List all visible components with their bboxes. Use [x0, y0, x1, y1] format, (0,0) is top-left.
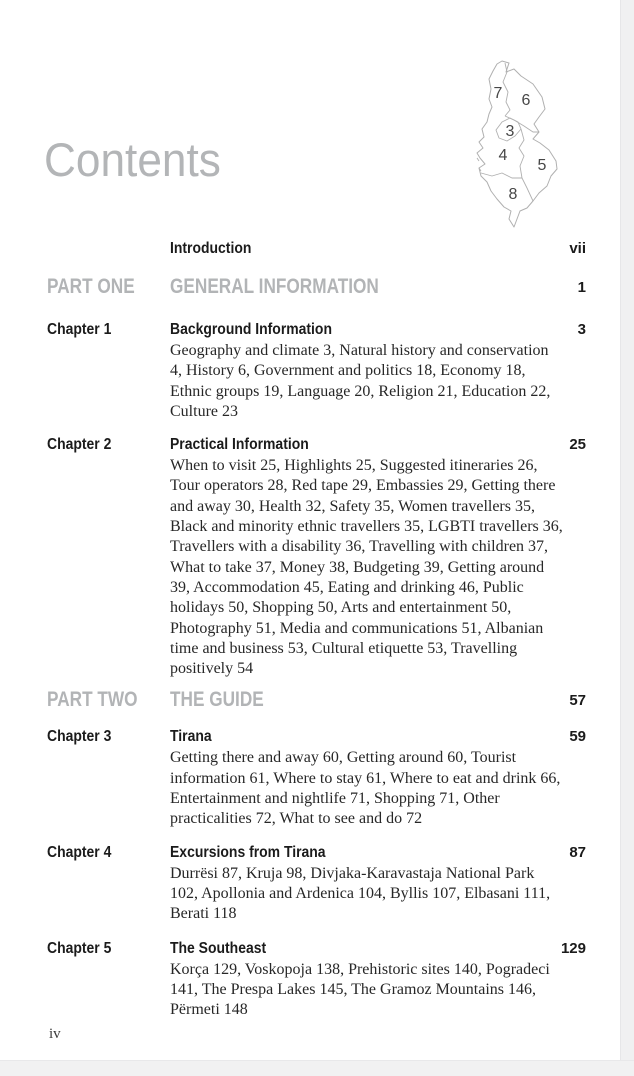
chapter-description: Getting there and away 60, Getting around 60, Tourist information 61, Where to stay 61, Where to eat and drink 66, Entertainment and nightlife 71, Shopping 71, Other practicalities 72, What to see and do 72 [170, 749, 561, 828]
part-title: THE GUIDE [170, 688, 264, 712]
chapter-description: Durrësi 87, Kruja 98, Divjaka-Karavastaja National Park 102, Apollonia and Ardenica 104, Byllis 107, Elbasani 111, Berati 118 [170, 864, 551, 923]
chapter-description: Korça 129, Voskopoja 138, Prehistoric sites 140, Pogradeci 141, The Prespa Lakes 145, The Gramoz Mountains 146, Përmeti 148 [170, 960, 550, 1019]
region-label-5: 5 [537, 157, 547, 174]
chapter-title: Practical Information [170, 436, 309, 454]
chapter-page-number: 59 [569, 728, 586, 746]
chapter-title: Excursions from Tirana [170, 843, 326, 861]
chapter-page-number: 3 [577, 321, 586, 338]
folio-page-number: iv [49, 1026, 61, 1042]
region-label-3: 3 [505, 123, 515, 140]
part-label: PART ONE [47, 275, 135, 298]
region-label-4: 4 [498, 147, 508, 164]
page-title: Contents [44, 133, 221, 186]
region-label-7: 7 [493, 85, 503, 102]
chapter-page-number: 25 [569, 436, 586, 454]
chapter-label: Chapter 3 [47, 728, 112, 746]
toc-chapter-1-row [47, 321, 586, 422]
region-label-6: 6 [521, 92, 531, 109]
chapter-description: Geography and climate 3, Natural history and conservation 4, History 6, Government and politics 18, Economy 18, Ethnic groups 19, Language 20, Religion 21, Education 22, Culture 23 [170, 342, 551, 420]
part-title: GENERAL INFORMATION [170, 275, 379, 298]
page-edge-bottom [0, 1060, 634, 1076]
toc-chapter-2-row [47, 436, 586, 679]
chapter-page-number: 87 [569, 843, 586, 861]
chapter-label: Chapter 4 [47, 843, 112, 861]
table-of-contents [47, 240, 586, 1020]
part-page-number: 1 [577, 279, 586, 296]
region-label-8: 8 [508, 186, 518, 203]
entry-title: Introduction [170, 240, 252, 257]
chapter-description: When to visit 25, Highlights 25, Suggested itineraries 26, Tour operators 28, Red tape 29, Embassies 29, Getting there and away 30, Health 32, Safety 35, Women travellers 35, Black and minority ethnic travellers 35, LGBTI travellers 36, Travellers with a disability 36, Travelling with children 37, What to take 37, Money 38, Budgeting 39, Getting around 39, Accommodation 45, Eating and drinking 46, Public holidays 50, Shopping 50, Arts and entertainment 50, Photography 51, Media and communications 51, Albanian time and business 53, Cultural etiquette 53, Travelling positively 54 [170, 457, 563, 678]
albania-map-svg [452, 52, 570, 237]
toc-part-two-row [47, 688, 586, 712]
part-page-number: 57 [569, 692, 586, 710]
toc-part-one-row [47, 275, 586, 299]
part-label: PART TWO [47, 688, 138, 712]
toc-chapter-4-row [47, 844, 586, 925]
toc-chapter-5-row [47, 940, 586, 1021]
page-edge-right [620, 0, 634, 1076]
chapter-title: The Southeast [170, 939, 267, 957]
chapter-label: Chapter 1 [47, 321, 112, 338]
chapter-label: Chapter 5 [47, 939, 112, 957]
chapter-title: Tirana [170, 728, 212, 746]
chapter-title: Background Information [170, 321, 332, 338]
chapter-label: Chapter 2 [47, 436, 112, 454]
albania-regions-map [452, 52, 570, 237]
toc-entry-introduction [47, 240, 586, 258]
toc-chapter-3-row [47, 728, 586, 829]
entry-page-number: vii [569, 240, 586, 257]
chapter-page-number: 129 [560, 939, 586, 957]
